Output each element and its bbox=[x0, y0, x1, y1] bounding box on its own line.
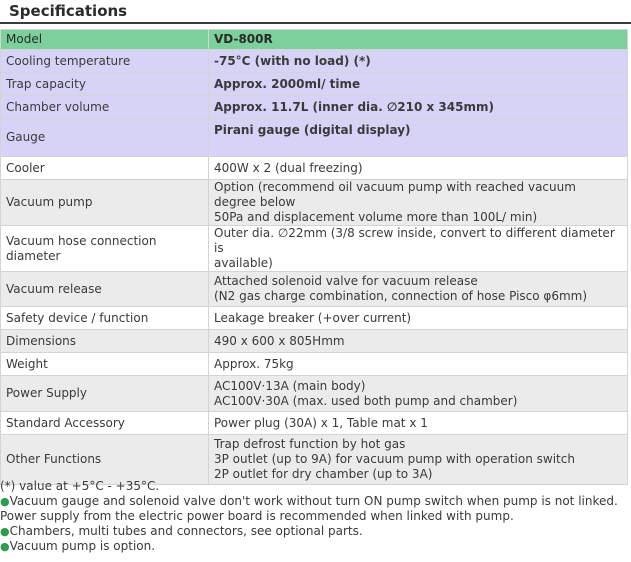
notes-section bbox=[0, 479, 631, 554]
row-value bbox=[209, 180, 628, 226]
row-value bbox=[209, 73, 628, 96]
row-label: Other Functions bbox=[1, 435, 209, 485]
value-line: Approx. 75kg bbox=[214, 356, 294, 371]
table-row-vacuum-pump bbox=[1, 180, 628, 226]
table-row-dimensions bbox=[1, 330, 628, 353]
row-label: Chamber volume bbox=[1, 96, 209, 119]
row-label: Weight bbox=[1, 353, 209, 376]
note-text: Vacuum pump is option. bbox=[9, 539, 156, 553]
row-label: Gauge bbox=[1, 119, 209, 157]
note-item bbox=[0, 539, 631, 554]
row-label: Standard Accessory bbox=[1, 412, 209, 435]
row-label: Cooler bbox=[1, 157, 209, 180]
table-row-vacuum-release bbox=[1, 272, 628, 307]
value-line: Pirani gauge (digital display) bbox=[214, 123, 411, 137]
row-label: Power Supply bbox=[1, 376, 209, 412]
row-label: Cooling temperature bbox=[1, 50, 209, 73]
value-line: Outer dia. ∅22mm (3/8 screw inside, convert to different diameter is bbox=[214, 226, 615, 255]
bullet-icon: ● bbox=[0, 540, 10, 553]
table-row-gauge bbox=[1, 119, 628, 157]
bullet-icon: ● bbox=[0, 495, 10, 508]
row-value bbox=[209, 226, 628, 272]
note-item bbox=[0, 494, 631, 524]
value-line: 50Pa and displacement volume more than 100L/ min) bbox=[214, 210, 538, 224]
specifications-heading-bar bbox=[0, 0, 631, 24]
row-value bbox=[209, 30, 628, 50]
value-line: Leakage breaker (+over current) bbox=[214, 310, 412, 325]
row-value bbox=[209, 96, 628, 119]
row-value bbox=[209, 412, 628, 435]
specifications-table bbox=[0, 29, 628, 485]
row-value bbox=[209, 157, 628, 180]
row-value bbox=[209, 376, 628, 412]
table-row-vacuum-hose-connection-diameter bbox=[1, 226, 628, 272]
row-label: Dimensions bbox=[1, 330, 209, 353]
table-row-standard-accessory bbox=[1, 412, 628, 435]
table-row-power-supply bbox=[1, 376, 628, 412]
note-text: Chambers, multi tubes and connectors, see optional parts. bbox=[9, 524, 363, 538]
table-row-weight bbox=[1, 353, 628, 376]
footnote: (*) value at +5°C - +35°C. bbox=[0, 479, 160, 493]
table-row-cooling-temperature bbox=[1, 50, 628, 73]
table-row-model bbox=[1, 30, 628, 50]
value-line: Power plug (30A) x 1, Table mat x 1 bbox=[214, 415, 428, 430]
value-line: 3P outlet (up to 9A) for vacuum pump with operation switch bbox=[214, 452, 575, 466]
table-row-trap-capacity bbox=[1, 73, 628, 96]
value-line: Approx. 2000ml/ time bbox=[214, 76, 361, 91]
row-value bbox=[209, 119, 628, 157]
value-line: Attached solenoid valve for vacuum release bbox=[214, 274, 478, 288]
table-row-other-functions bbox=[1, 435, 628, 485]
value-line: 2P outlet for dry chamber (up to 3A) bbox=[214, 467, 433, 481]
note-item bbox=[0, 524, 631, 539]
value-line: available) bbox=[214, 256, 273, 270]
note-text: Vacuum gauge and solenoid valve don't work without turn ON pump switch when pump is not linked. Power supply from the electric power board is recommended when linked with pump. bbox=[0, 494, 618, 523]
page-title: Specifications bbox=[9, 2, 128, 20]
table-row-cooler bbox=[1, 157, 628, 180]
row-label: Vacuum release bbox=[1, 272, 209, 307]
value-line: 490 x 600 x 805Hmm bbox=[214, 333, 345, 348]
value-line: Option (recommend oil vacuum pump with reached vacuum degree below bbox=[214, 180, 576, 209]
row-value bbox=[209, 330, 628, 353]
value-line: Approx. 11.7L (inner dia. ∅210 x 345mm) bbox=[214, 99, 494, 114]
row-value bbox=[209, 353, 628, 376]
row-label: Trap capacity bbox=[1, 73, 209, 96]
row-label: Safety device / function bbox=[1, 307, 209, 330]
row-label: Vacuum hose connection diameter bbox=[1, 226, 209, 272]
value-line: (N2 gas charge combination, connection of hose Pisco φ6mm) bbox=[214, 289, 588, 303]
value-line: Trap defrost function by hot gas bbox=[214, 437, 406, 451]
value-line: 400W x 2 (dual freezing) bbox=[214, 160, 363, 175]
value-line: -75°C (with no load) (*) bbox=[214, 53, 371, 68]
table-row-chamber-volume bbox=[1, 96, 628, 119]
row-label: Model bbox=[1, 30, 209, 50]
table-row-safety-device bbox=[1, 307, 628, 330]
row-value bbox=[209, 435, 628, 485]
value-line: VD-800R bbox=[214, 32, 273, 46]
row-value bbox=[209, 307, 628, 330]
row-value bbox=[209, 272, 628, 307]
bullet-icon: ● bbox=[0, 525, 10, 538]
value-line: AC100V·13A (main body) bbox=[214, 378, 366, 393]
row-label: Vacuum pump bbox=[1, 180, 209, 226]
value-line: AC100V·30A (max. used both pump and chamber) bbox=[214, 393, 518, 408]
row-value bbox=[209, 50, 628, 73]
